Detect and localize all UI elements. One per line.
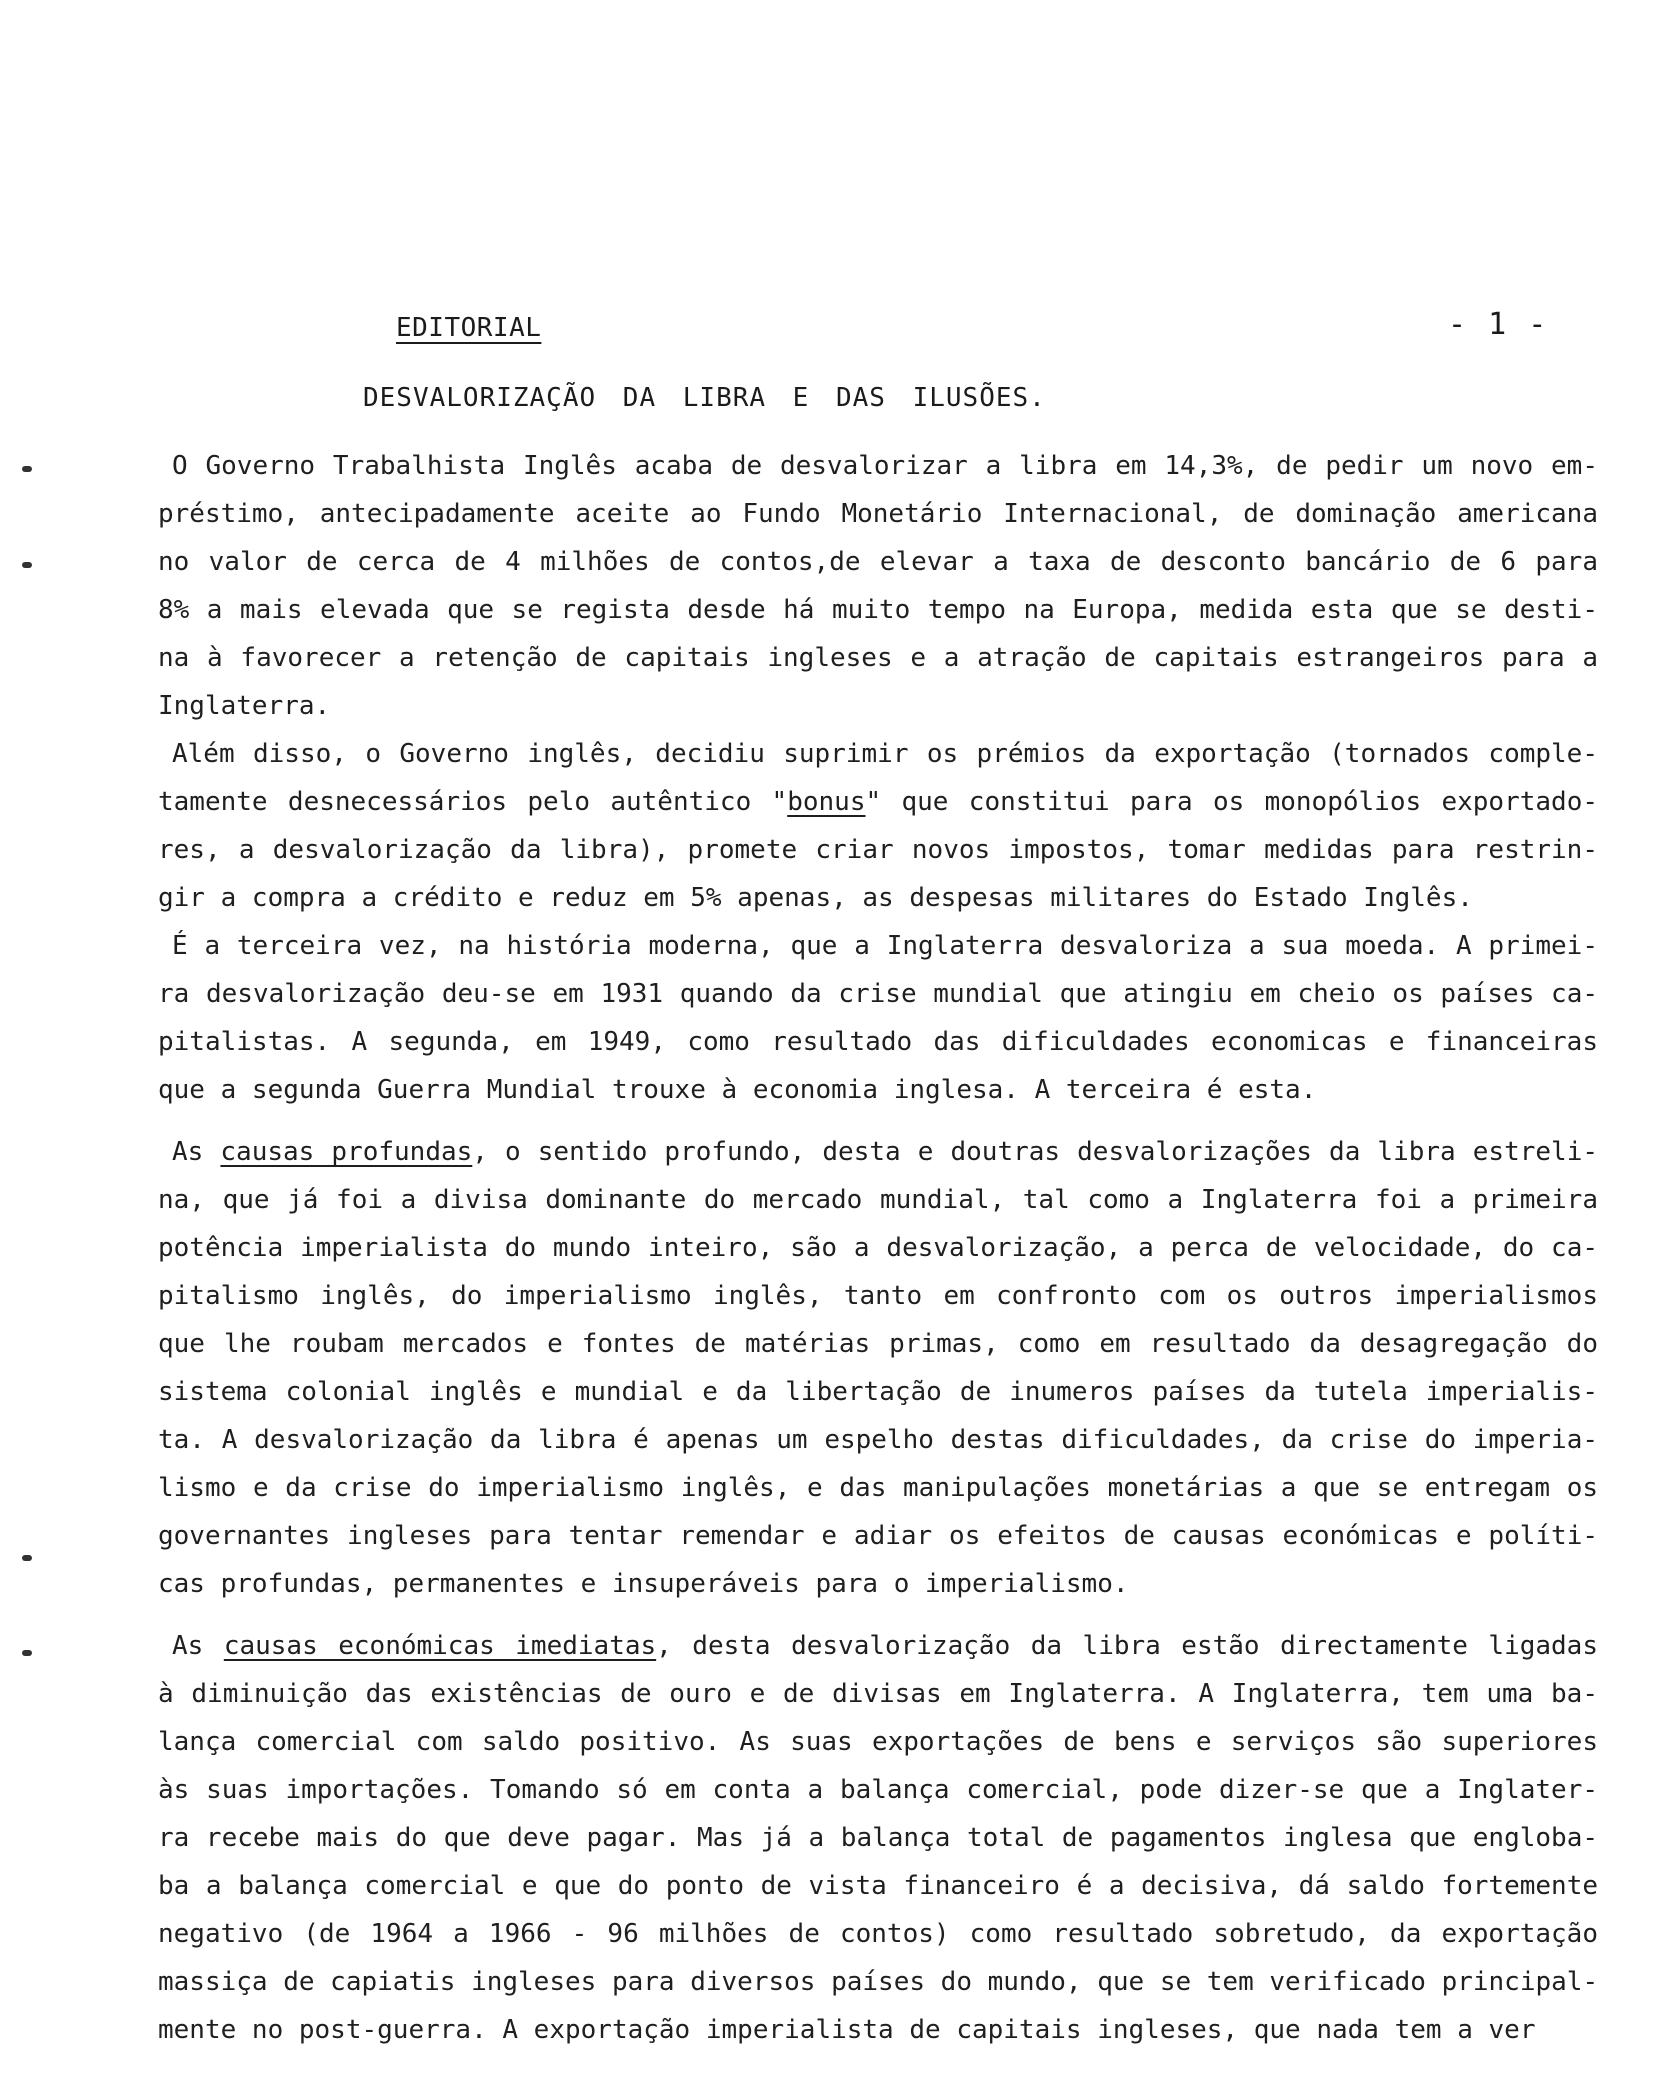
underlined-phrase: causas profundas <box>220 1137 473 1167</box>
underlined-phrase: bonus <box>787 787 866 817</box>
text-line: mente no post-guerra. A exportação imperialista de capitais ingleses, que nada tem a ver <box>158 2015 1536 2045</box>
text-line: As causas económicas imediatas, desta desvalorização da libra estão directamente ligadas <box>172 1631 1598 1661</box>
text-line: à diminuição das existências de ouro e de divisas em Inglaterra. A Inglaterra, tem uma ba- <box>158 1679 1598 1709</box>
paragraph-2 <box>158 730 1598 922</box>
section-label: EDITORIAL <box>396 313 542 343</box>
paragraph-1 <box>158 442 1598 730</box>
text-line: na à favorecer a retenção de capitais ingleses e a atração de capitais estrangeiros para a <box>158 643 1598 673</box>
text-line: massiça de capiatis ingleses para diversos países do mundo, que se tem verificado principal- <box>158 1967 1599 1997</box>
text-line: cas profundas, permanentes e insuperáveis para o imperialismo. <box>158 1569 1129 1599</box>
text-line: que lhe roubam mercados e fontes de matérias primas, como em resultado da desagregação do <box>158 1329 1598 1359</box>
text-line: gir a compra a crédito e reduz em 5% apenas, as despesas militares do Estado Inglês. <box>158 883 1473 913</box>
text-line: ta. A desvalorização da libra é apenas um espelho destas dificuldades, da crise do imperia- <box>158 1425 1598 1455</box>
margin-mark <box>22 466 32 472</box>
text-line: préstimo, antecipadamente aceite ao Fundo Monetário Internacional, de dominação americana <box>158 499 1598 529</box>
text-line: As causas profundas, o sentido profundo, desta e doutras desvalorizações da libra estreli- <box>172 1137 1599 1167</box>
text-line: potência imperialista do mundo inteiro, são a desvalorização, a perca de velocidade, do ca- <box>158 1233 1598 1263</box>
text-line: ra recebe mais do que deve pagar. Mas já a balança total de pagamentos inglesa que engloba- <box>158 1823 1598 1853</box>
page-number: - 1 - <box>1448 307 1549 342</box>
page-title: DESVALORIZAÇÃO DA LIBRA E DAS ILUSÕES. <box>363 383 1046 413</box>
text-line: pitalistas. A segunda, em 1949, como resultado das dificuldades economicas e financeiras <box>158 1027 1598 1057</box>
paragraph-4 <box>158 1128 1598 1608</box>
margin-mark <box>22 1555 32 1561</box>
text-line: às suas importações. Tomando só em conta a balança comercial, pode dizer-se que a Inglater- <box>158 1775 1598 1805</box>
margin-mark <box>22 562 32 568</box>
body-text <box>158 442 1598 2054</box>
text-line: negativo (de 1964 a 1966 - 96 milhões de contos) como resultado sobretudo, da exportação <box>158 1919 1598 1949</box>
text-line: res, a desvalorização da libra), promete criar novos impostos, tomar medidas para restrin- <box>158 835 1598 865</box>
text-line: que a segunda Guerra Mundial trouxe à economia inglesa. A terceira é esta. <box>158 1075 1317 1105</box>
text-line: lança comercial com saldo positivo. As suas exportações de bens e serviços são superiores <box>158 1727 1598 1757</box>
text-line: na, que já foi a divisa dominante do mercado mundial, tal como a Inglaterra foi a primeira <box>158 1185 1598 1215</box>
paragraph-5 <box>158 1622 1598 2054</box>
text-line: ra desvalorização deu-se em 1931 quando da crise mundial que atingiu em cheio os países ca- <box>158 979 1598 1009</box>
text-line: 8% a mais elevada que se regista desde há muito tempo na Europa, medida esta que se desti- <box>158 595 1598 625</box>
text-line: pitalismo inglês, do imperialismo inglês, tanto em confronto com os outros imperialismos <box>158 1281 1598 1311</box>
margin-mark <box>22 1650 32 1656</box>
text-line: sistema colonial inglês e mundial e da libertação de inumeros países da tutela imperialis- <box>158 1377 1598 1407</box>
text-line: Além disso, o Governo inglês, decidiu suprimir os prémios da exportação (tornados comple- <box>172 739 1598 769</box>
text-line: Inglaterra. <box>158 691 331 721</box>
underlined-phrase: causas económicas imediatas <box>223 1631 657 1661</box>
text-line: O Governo Trabalhista Inglês acaba de desvalorizar a libra em 14,3%, de pedir um novo em- <box>172 451 1598 481</box>
text-line: lismo e da crise do imperialismo inglês, e das manipulações monetárias a que se entregam os <box>158 1473 1598 1503</box>
paragraph-3 <box>158 922 1598 1114</box>
text-line: tamente desnecessários pelo autêntico "bonus" que constitui para os monopólios exportado- <box>158 787 1598 817</box>
text-line: ba a balança comercial e que do ponto de vista financeiro é a decisiva, dá saldo fortemente <box>158 1871 1598 1901</box>
text-line: É a terceira vez, na história moderna, que a Inglaterra desvaloriza a sua moeda. A primei- <box>172 931 1598 961</box>
text-line: governantes ingleses para tentar remendar e adiar os efeitos de causas económicas e políti- <box>158 1521 1598 1551</box>
text-line: no valor de cerca de 4 milhões de contos,de elevar a taxa de desconto bancário de 6 para <box>158 547 1598 577</box>
